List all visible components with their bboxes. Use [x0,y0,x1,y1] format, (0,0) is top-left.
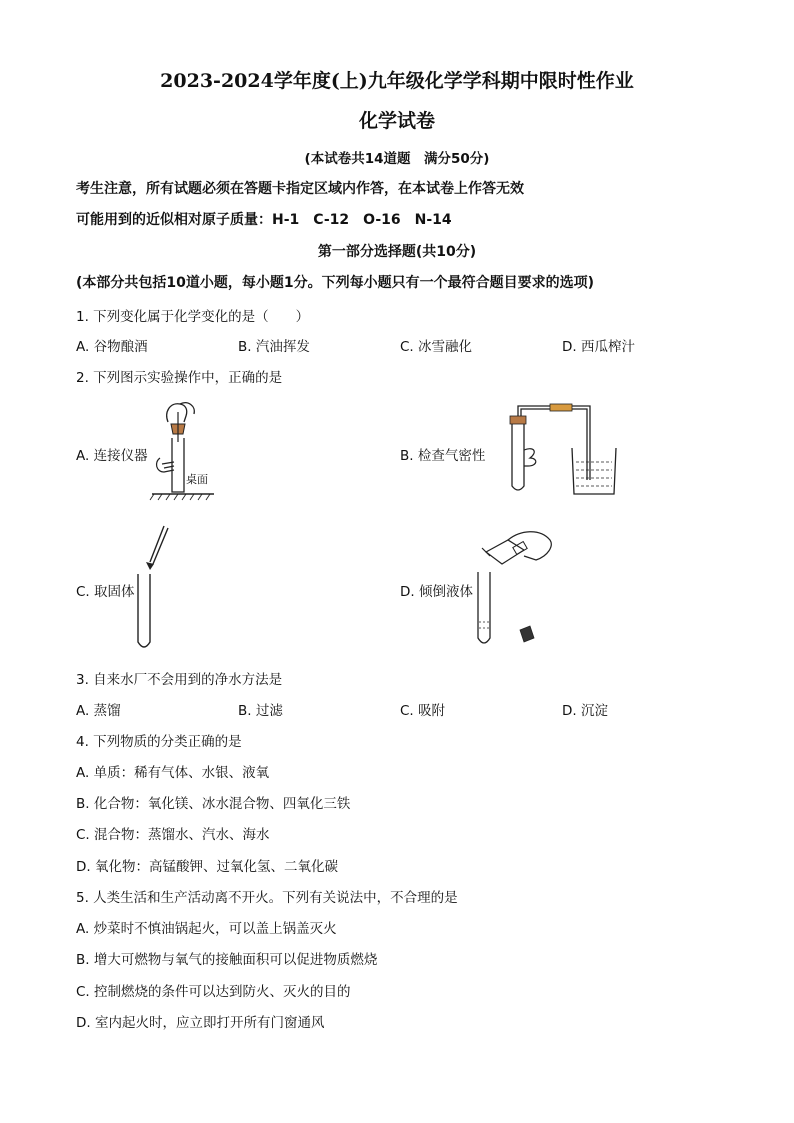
question-4-option-d[interactable]: D. 氧化物：高锰酸钾、过氧化氢、二氧化碳 [76,859,338,875]
question-2-option-b[interactable]: B. 检查气密性 [400,448,486,464]
question-1-option-a[interactable]: A. 谷物酿酒 [76,339,148,355]
question-4-stem: 4. 下列物质的分类正确的是 [76,734,242,750]
figure-connect-apparatus [150,398,220,508]
question-5-stem: 5. 人类生活和生产活动离不开火。下列有关说法中，不合理的是 [76,890,458,906]
question-2-option-d[interactable]: D. 倾倒液体 [400,584,473,600]
question-3-option-b[interactable]: B. 过滤 [238,703,283,719]
question-1-option-d[interactable]: D. 西瓜榨汁 [562,339,635,355]
question-1-option-c[interactable]: C. 冰雪融化 [400,339,473,355]
part1-instructions: (本部分共包括10道小题，每小题1分。下列每小题只有一个最符合题目要求的选项) [76,275,595,291]
question-4-option-c[interactable]: C. 混合物：蒸馏水、汽水、海水 [76,827,270,843]
question-2-option-c[interactable]: C. 取固体 [76,584,135,600]
exam-title: 2023-2024学年度(上)九年级化学学科期中限时性作业 [160,70,634,92]
question-4-option-a[interactable]: A. 单质：稀有气体、水银、液氧 [76,765,270,781]
question-5-option-a[interactable]: A. 炒菜时不慎油锅起火，可以盖上锅盖灭火 [76,921,337,937]
figure-gas-tightness [490,402,620,498]
desk-label: 桌面 [186,473,208,486]
exam-notice: 考生注意，所有试题必须在答题卡指定区域内作答，在本试卷上作答无效 [76,181,524,197]
question-3-stem: 3. 自来水厂不会用到的净水方法是 [76,672,283,688]
question-2-option-a[interactable]: A. 连接仪器 [76,448,148,464]
question-5-option-d[interactable]: D. 室内起火时，应立即打开所有门窗通风 [76,1015,325,1031]
question-5-option-c[interactable]: C. 控制燃烧的条件可以达到防火、灭火的目的 [76,984,351,1000]
question-1-option-b[interactable]: B. 汽油挥发 [238,339,310,355]
figure-take-solid [130,524,170,654]
atomic-masses: 可能用到的近似相对原子质量：H-1 C-12 O-16 N-14 [76,212,452,228]
exam-subtitle: 化学试卷 [358,110,435,132]
exam-meta: (本试卷共14道题 满分50分) [304,151,490,167]
question-2-stem: 2. 下列图示实验操作中，正确的是 [76,370,283,386]
question-4-option-b[interactable]: B. 化合物：氧化镁、冰水混合物、四氧化三铁 [76,796,351,812]
part1-heading: 第一部分选择题(共10分) [317,244,477,260]
question-3-option-d[interactable]: D. 沉淀 [562,703,608,719]
question-3-option-a[interactable]: A. 蒸馏 [76,703,121,719]
figure-pour-liquid [474,526,560,650]
question-1-stem: 1. 下列变化属于化学变化的是（ ） [76,309,310,325]
question-5-option-b[interactable]: B. 增大可燃物与氧气的接触面积可以促进物质燃烧 [76,952,378,968]
question-3-option-c[interactable]: C. 吸附 [400,703,446,719]
